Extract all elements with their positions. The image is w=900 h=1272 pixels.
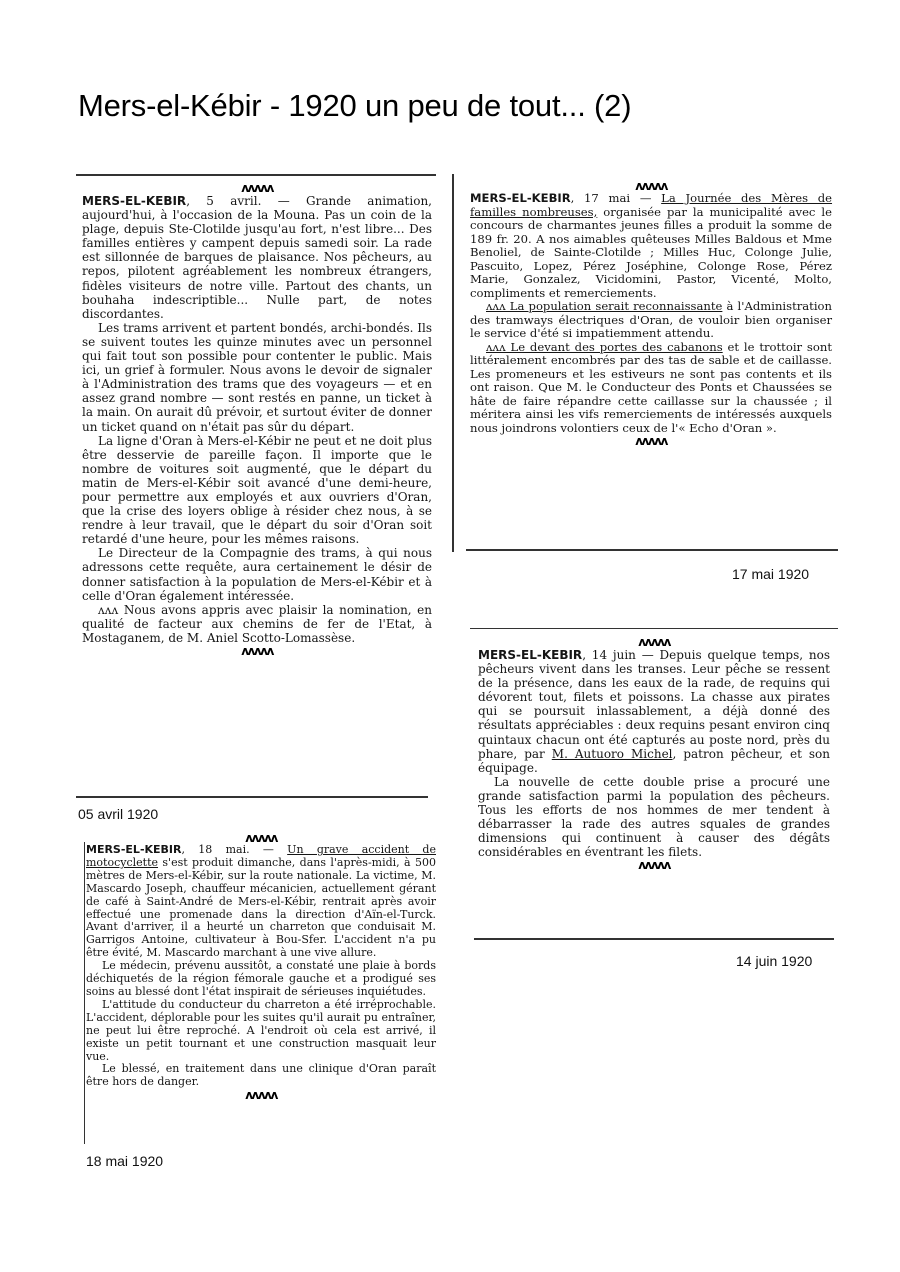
clip-paragraph: Le médecin, prévenu aussitôt, a constaté une plaie à bords déchiquetés de la région fémorale gauche et a prodigué ses soins au blessé dont l'état inspirait de sérieuses inquiétudes. xyxy=(86,959,436,998)
clip-text: , patron pêcheur, et son équipage. xyxy=(478,746,831,775)
clip-headline: Un grave accident de motocyclette xyxy=(86,843,436,869)
caption-may18: 18 mai 1920 xyxy=(86,1153,164,1169)
ornament-bottom: ʌʌʌʌʌ xyxy=(241,644,273,658)
ornament-top: ʌʌʌʌʌ xyxy=(241,181,273,195)
caption-june: 14 juin 1920 xyxy=(736,953,813,969)
clip-paragraph: Le blessé, en traitement dans une clinique d'Oran paraît être hors de danger. xyxy=(86,1062,436,1089)
clip-paragraph xyxy=(470,192,832,300)
clip-headline: ʌʌʌ Le devant des portes des cabanons xyxy=(486,339,723,354)
caption-may17: 17 mai 1920 xyxy=(732,566,810,582)
clip-text: Depuis quelque temps, nos pêcheurs vivent dans les transes. Leur pêche se ressent de la présence, dans les eaux de la rade, de requins qui dévorent tout, filets et poissons. La chasse aux pirates qui se poursuit inlassablement, a déjà donné des résultats appréciables : deux requins pesant environ cinq quintaux chacun ont été capturés au poste nord, près du phare, par xyxy=(478,648,830,761)
clip-date: , 18 mai. — xyxy=(181,843,274,856)
clip-paragraph: Les trams arrivent et partent bondés, archi-bondés. Ils se suivent toutes les quinze minutes avec un personnel qui fait tout son possible pour contenter le public. Mais ici, un grief à formuler. Nous avons le devoir de signaler à l'Administration des trams que des voyageurs — et en assez grand nombre — sont restés en panne, un ticket à la main. On aurait dû prévoir, et surtout éviter de donner un ticket quand on n'était pas sûr du départ. xyxy=(82,320,432,434)
ornament-top: ʌʌʌʌʌ xyxy=(635,179,667,193)
rule-april-top xyxy=(76,174,436,176)
dateline: MERS-EL-KEBIR xyxy=(86,843,182,856)
clip-paragraph: La ligne d'Oran à Mers-el-Kébir ne peut et ne doit plus être desservie de pareille façon. Il importe que le nombre de voitures soit augmenté, que le départ du matin de Mers-el-Kébir soit avancé d'une demi-heure, pour permettre aux employés et aux ouvriers d'Oran, que la crise des loyers oblige à résider chez nous, à se rendre à leur travail, que le départ du soir d'Oran soit retardé d'une heure, pour les mêmes raisons. xyxy=(82,433,432,547)
caption-april: 05 avril 1920 xyxy=(78,806,159,822)
clip-date: , 5 avril. — xyxy=(186,194,290,208)
rule-mayB-left xyxy=(84,842,85,1144)
clip-text: à l'Administration des tramways électriques d'Oran, de vouloir bien organiser le service d'été si impatiemment attendu. xyxy=(470,299,832,340)
clip-paragraph: L'attitude du conducteur du charreton a été irréprochable. L'accident, déplorable pour les suites qu'il aurait pu entraîner, ne peut lui être reproché. A l'endroit où cela est arrivé, il existe un petit tournant et une construction masquait leur vue. xyxy=(86,997,436,1063)
rule-mayA-bottom xyxy=(466,549,838,551)
ornament-bottom: ʌʌʌʌʌ xyxy=(635,434,667,448)
clip-text: Grande animation, aujourd'hui, à l'occasion de la Mouna. Pas un coin de la plage, depuis Ste-Clotilde jusqu'au fort, n'est libre... Des familles entières y campent depuis samedi soir. La rade est sillonnée de barques de plaisance. Nos pêcheurs, au repos, pilotent agréablement les nombreux étrangers, fidèles visiteurs de notre ville. Partout des chants, un bouhaha indescriptible... Nulle part, de notes discordantes. xyxy=(82,194,432,321)
ornament-bottom: ʌʌʌʌʌ xyxy=(638,858,670,873)
ornament-bottom: ʌʌʌʌʌ xyxy=(245,1088,277,1103)
clip-text: s'est produit dimanche, dans l'après-midi, à 500 mètres de Mers-el-Kébir, sur la route nationale. La victime, M. Mascardo Joseph, chauffeur mécanicien, actuellement gérant de café à Saint-André de Mers-el-Kébir, rentrait après avoir effectué une promenade dans la direction d'Aïn-el-Turck. Avant d'arriver, il a heurté un charreton que conduisait M. Garrigos Antoine, cultivateur à Bou-Sfer. L'accident n'a pu être évité, M. Mascardo marchant à une vive allure. xyxy=(86,855,436,960)
ornament-top: ʌʌʌʌʌ xyxy=(638,635,670,649)
clip-text: et le trottoir sont littéralement encombrés par des tas de sable et de caillasse. Les promeneurs et les estiveurs ne sont pas contents et ils ont raison. Que M. le Conducteur des Ponts et Chaussées se hâte de faire répandre cette caillasse sur la chaussée ; il méritera ainsi les vifs remerciements de intéressés auxquels nous joindrons volontiers ceux de l'« Echo d'Oran ». xyxy=(470,339,832,435)
clip-paragraph xyxy=(470,300,832,341)
dateline: MERS-EL-KEBIR xyxy=(478,648,583,662)
news-clip-april xyxy=(82,182,432,657)
clip-paragraph xyxy=(86,844,436,960)
dateline: MERS-EL-KEBIR xyxy=(82,194,187,208)
clip-paragraph xyxy=(470,341,832,436)
news-clip-may18 xyxy=(86,832,436,1101)
rule-april-bottom xyxy=(76,796,428,798)
rule-june-top xyxy=(470,628,838,629)
news-clip-may17 xyxy=(470,180,832,447)
clip-paragraph: Le Directeur de la Compagnie des trams, à qui nous adressons cette requête, aura certainement le désir de donner satisfaction à la population de Mers-el-Kébir et à celle d'Oran également intéressée. xyxy=(82,546,432,603)
clip-date: , 14 juin — xyxy=(582,648,654,662)
page-title: Mers-el-Kébir - 1920 un peu de tout... (2) xyxy=(78,88,632,123)
ornament-top: ʌʌʌʌʌ xyxy=(245,831,277,845)
clip-paragraph: La nouvelle de cette double prise a procuré une grande satisfaction parmi la population des pêcheurs. Tous les efforts de nos hommes de mer tendent à débarrasser la rade des autres squales de grandes dimensions qui continuent à causer des dégâts considérables en éventrant les filets. xyxy=(478,774,830,860)
clip-headline: La Journée des Mères de familles nombreuses, xyxy=(470,191,833,219)
clip-paragraph xyxy=(478,648,830,775)
clip-date: , 17 mai — xyxy=(570,191,652,205)
clip-paragraph: ʌʌʌ Nous avons appris avec plaisir la nomination, en qualité de facteur aux chemins de fer de l'Etat, à Mostaganem, de M. Aniel Scotto-Lomassèse. xyxy=(82,602,432,645)
news-clip-june xyxy=(478,636,830,871)
dateline: MERS-EL-KEBIR xyxy=(470,191,571,205)
rule-column-divider xyxy=(452,174,454,552)
clip-headline: ʌʌʌ La population serait reconnaissante xyxy=(486,299,723,313)
clip-person-name: M. Autuoro Michel xyxy=(551,746,673,761)
clip-paragraph xyxy=(82,194,432,321)
rule-june-bottom xyxy=(474,938,834,940)
clip-text: organisée par la municipalité avec le concours de charmantes jeunes filles a produit la somme de 189 fr. 20. A nos aimables quêteuses Milles Baldous et Mme Benoliel, de Sainte-Clotilde ; Milles Huc, Colonge Julie, Pascuito, Lopez, Pérez Joséphine, Colonge Rose, Pérez Marie, Gonzalez, Vicidomini, Pastor, Vicenté, Molto, compliments et remerciements. xyxy=(470,204,832,300)
